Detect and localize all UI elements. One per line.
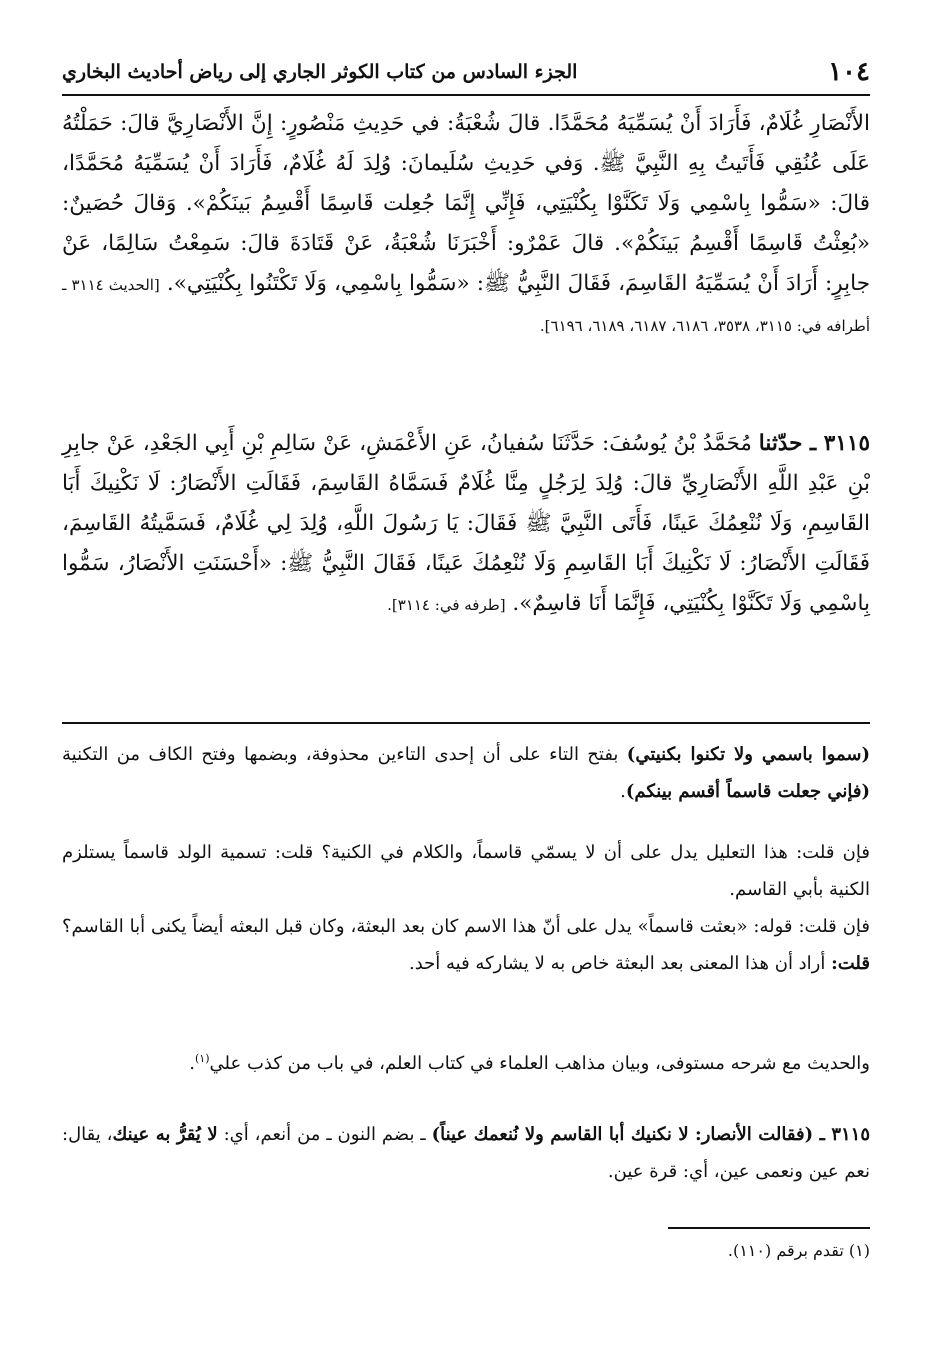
footnote-marker: (١) <box>195 1052 210 1065</box>
hadith-text: الأَنْصَارِ غُلَامٌ، فَأَرَادَ أَنْ يُسَمِّيَهُ مُحَمَّدًا. قالَ شُعْبَةُ: في حَدِيثِ مَنْصُورٍ: إِنَّ الأَنْصَارِيَّ قالَ: حَمَلْتُهُ عَلَى عُنُقِي فَأَتَيتُ بِهِ النَّبِيَّ ﷺ. وَفي حَدِيثِ سُلَيمانَ: وُلِدَ لَهُ غُلَامٌ، فَأَرَادَ أَنْ يُسَمِّيَهُ مُحَمَّدًا، قالَ: «سَمُّوا بِاسْمِي وَلَا تَكَنَّوْا بِكُنْيَتِي، فَإِنِّي إِنَّمَا جُعِلت قَاسِمًا أَقْسِمُ بَينَكُمْ». وَقالَ حُصَينٌ: «بُعِثْتُ قَاسِمًا أَقْسِمُ بَينَكُمْ». قالَ عَمْرٌو: أَخْبَرَنَا شُعْبَةُ، عَنْ قَتَادَةَ قالَ: سَمِعْتُ سَالِمًا، عَنْ جابِرٍ: أَرَادَ أَنْ يُسَمِّيَهُ القَاسِمَ، فَقَالَ النَّبِيُّ ﷺ: «سَمُّوا بِاسْمِي، وَلَا تَكْتَنُوا بِكُنْيَتِي». <box>62 111 870 296</box>
quoted-phrase: لا يُقرُّ به عينك <box>112 1124 218 1145</box>
commentary-paragraph <box>62 908 870 982</box>
footnote: (١) تقدم برقم (١١٠). <box>727 1241 870 1260</box>
commentary-text: ، يقال: نعم عين ونعمى عين، أي: قرة عين. <box>62 1124 870 1182</box>
commentary-text: أراد أن هذا المعنى بعد البعثة خاص به لا يشاركه فيه أحد. <box>408 953 826 974</box>
page-number: ١٠٤ <box>828 57 870 87</box>
commentary-paragraph: فإن قلت: هذا التعليل يدل على أن لا يسمّي قاسماً، والكلام في الكنية؟ قلت: تسمية الولد قاسماً يستلزم الكنية بأبي القاسم. <box>62 842 870 900</box>
hadith-3114-continuation <box>62 104 870 346</box>
footnote-separator <box>668 1227 870 1229</box>
section-divider <box>62 722 870 724</box>
commentary-text: . <box>620 781 626 802</box>
commentary-text: ـ بضم النون ـ من أنعم، أي: <box>223 1124 426 1145</box>
running-header <box>62 50 870 96</box>
answer-label: قلت: <box>831 953 870 974</box>
quoted-phrase: (فإني جعلت قاسماً أقسم بينكم) <box>625 781 870 802</box>
commentary-paragraph <box>62 736 870 810</box>
running-title: الجزء السادس من كتاب الكوثر الجاري إلى رياض أحاديث البخاري <box>62 61 578 83</box>
hadith-number: ٣١١٥ ـ حدّثنا <box>758 431 870 456</box>
commentary-paragraph <box>62 1040 870 1082</box>
commentary-text: والحديث مع شرحه مستوفى، وبيان مذاهب العلماء في كتاب العلم، في باب من كذب علي <box>209 1053 870 1074</box>
quoted-phrase: (سموا باسمي ولا تكنوا بكنيتي) <box>626 744 870 765</box>
commentary-text: . <box>189 1053 195 1074</box>
commentary-text: فإن قلت: قوله: «بعثت قاسماً» يدل على أنّ هذا الاسم كان بعد البعثة، وكان قبل البعثه أيضاً يكنى أبا القاسم؟ <box>62 916 870 937</box>
commentary-paragraph <box>62 1116 870 1190</box>
hadith-3115 <box>62 424 870 625</box>
hadith-reference: [طرفه في: ٣١١٤]. <box>387 596 506 614</box>
hadith-reference: [الحديث ٣١١٤ ـ أطرافه في: ٣١١٥، ٣٥٣٨، ٦١٨٦، ٦١٨٧، ٦١٨٩، ٦١٩٦]. <box>62 276 870 335</box>
commentary-text: بفتح التاء على أن إحدى التاءين محذوفة، وبضمها وفتح الكاف من التكنية <box>62 744 619 765</box>
hadith-text: مُحَمَّدُ بْنُ يُوسُفَ: حَدَّثَنَا سُفيانُ، عَنِ الأَعْمَشِ، عَنْ سَالِمِ بْنِ أَبِي الجَعْدِ، عَنْ جابِرِ بْنِ عَبْدِ اللَّهِ الأَنْصَارِيِّ قالَ: وُلِدَ لِرَجُلٍ مِنَّا غُلَامٌ فَسَمَّاهُ القَاسِمَ، فَقَالَتِ الأَنْصَارُ: لَا نَكْنِيكَ أَبَا القَاسِمِ، وَلَا نُنْعِمُكَ عَينًا، فَأَتَى النَّبِيَّ ﷺ فَقَالَ: يَا رَسُولَ اللَّهِ، وُلِدَ لِي غُلَامٌ، فَسَمَّيتُهُ القَاسِمَ، فَقَالَتِ الأَنْصَارُ: لَا نَكْنِيكَ أَبَا القَاسِمِ وَلَا نُنْعِمُكَ عَينًا، فَقَالَ النَّبِيُّ ﷺ: «أَحْسَنَتِ الأَنْصَارُ، سَمُّوا بِاسْمِي وَلَا تَكَنَّوْا بِكُنْيَتِي، فَإِنَّمَا أَنَا قاسِمٌ». <box>62 431 870 616</box>
quoted-phrase: ٣١١٥ ـ (فقالت الأنصار: لا نكنيك أبا القاسم ولا نُنعمك عيناً) <box>431 1124 870 1145</box>
